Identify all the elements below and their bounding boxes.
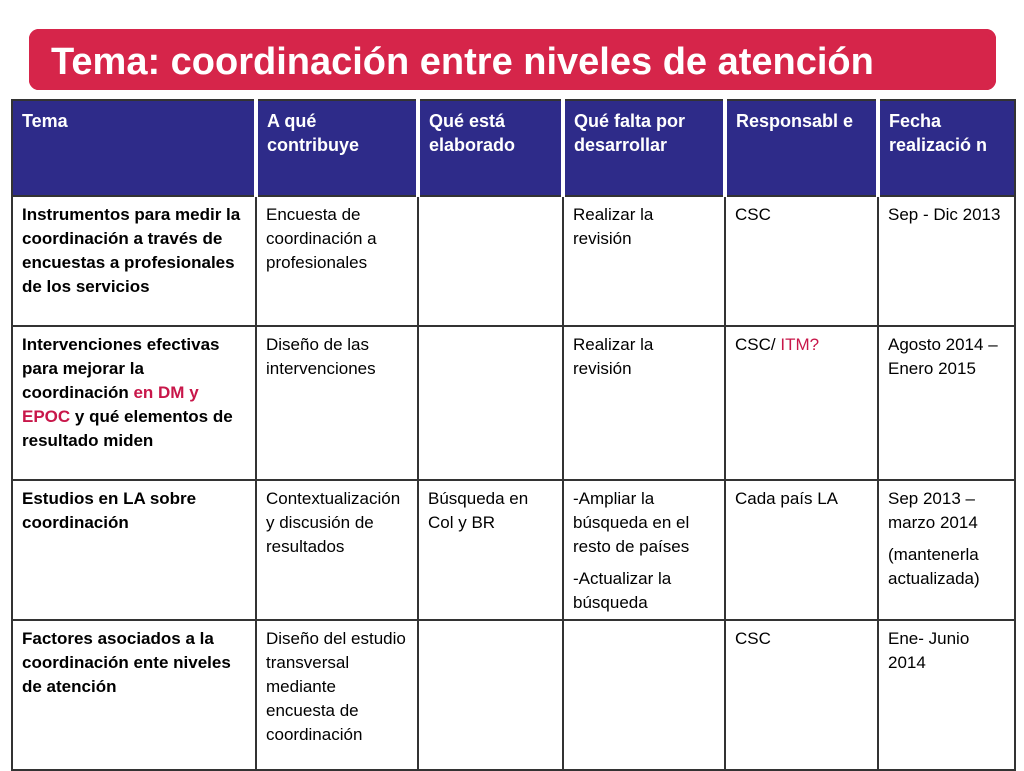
cell-responsable: Cada país LA (725, 480, 878, 620)
cell-falta: Realizar la revisión (563, 326, 725, 480)
cell-falta (563, 480, 725, 620)
cell-tema-text-end: y qué elementos de resultado miden (22, 407, 233, 450)
cell-tema: Estudios en LA sobre coordinación (12, 480, 256, 620)
cell-falta: Realizar la revisión (563, 196, 725, 326)
cell-fecha (878, 480, 1015, 620)
cell-falta (563, 620, 725, 770)
slide-title: Tema: coordinación entre niveles de atención (51, 41, 874, 83)
cell-tema: Factores asociados a la coordinación ente niveles de atención (12, 620, 256, 770)
cell-responsable (725, 326, 878, 480)
cell-elaborado: Búsqueda en Col y BR (418, 480, 563, 620)
cell-responsable-text: CSC/ (735, 335, 781, 354)
cell-elaborado (418, 620, 563, 770)
table-row (12, 326, 1015, 480)
cell-fecha: Ene- Junio 2014 (878, 620, 1015, 770)
cell-contribuye: Diseño de las intervenciones (256, 326, 418, 480)
header-fecha: Fecha realizació n (878, 100, 1015, 196)
cell-fecha: Sep - Dic 2013 (878, 196, 1015, 326)
cell-fecha: Agosto 2014 – Enero 2015 (878, 326, 1015, 480)
header-contribuye: A qué contribuye (256, 100, 418, 196)
cell-tema: Instrumentos para medir la coordinación a través de encuestas a profesionales de los servicios (12, 196, 256, 326)
cell-tema-text: Intervenciones efectivas para mejorar la coordinación (22, 335, 220, 402)
cell-falta-item-2: -Actualizar la búsqueda (573, 569, 672, 612)
header-responsable: Responsabl e (725, 100, 878, 196)
cell-tema-highlight: en DM y EPOC (22, 383, 199, 426)
table-row (12, 620, 1015, 770)
cell-fecha-line-2: (mantenerla actualizada) (888, 545, 980, 588)
cell-falta-item-1: -Ampliar la búsqueda en el resto de países (573, 489, 690, 556)
cell-tema (12, 326, 256, 480)
cell-responsable: CSC (725, 196, 878, 326)
header-elaborado: Qué está elaborado (418, 100, 563, 196)
cell-elaborado (418, 326, 563, 480)
table-row (12, 480, 1015, 620)
table-row (12, 196, 1015, 326)
header-falta: Qué falta por desarrollar (563, 100, 725, 196)
table-header-row (12, 100, 1015, 196)
cell-contribuye: Contextualización y discusión de resultados (256, 480, 418, 620)
cell-contribuye: Encuesta de coordinación a profesionales (256, 196, 418, 326)
header-tema: Tema (12, 100, 256, 196)
cell-elaborado (418, 196, 563, 326)
cell-responsable-highlight: ITM? (780, 335, 820, 354)
cell-fecha-line-1: Sep 2013 – marzo 2014 (888, 489, 978, 532)
coordination-table (11, 99, 1016, 771)
cell-responsable: CSC (725, 620, 878, 770)
cell-contribuye: Diseño del estudio transversal mediante encuesta de coordinación (256, 620, 418, 770)
